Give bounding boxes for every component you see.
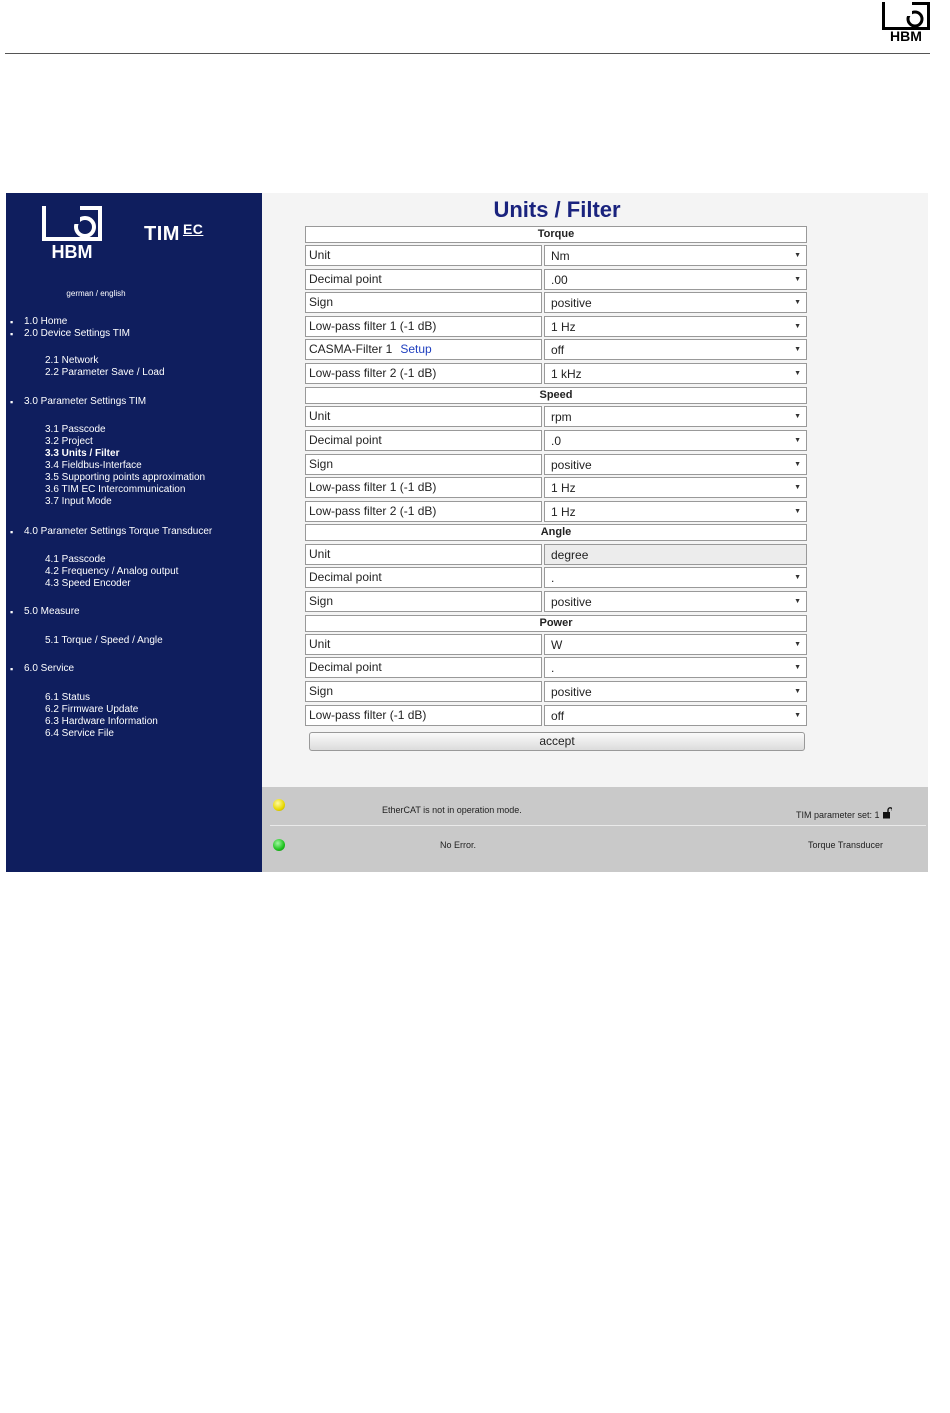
nav-supporting-points[interactable]: 3.5 Supporting points approximation (45, 472, 206, 483)
status-led-green-icon (273, 839, 285, 851)
nav-project[interactable]: 3.2 Project (45, 436, 93, 447)
chevron-down-icon: ▼ (794, 370, 801, 377)
section-header-power: Power (305, 615, 807, 632)
power-sign-select[interactable]: positive ▼ (544, 681, 807, 702)
torque-casma-label: CASMA-Filter 1 Setup (305, 339, 542, 360)
nav-device-settings[interactable]: ▪ 2.0 Device Settings TIM (10, 328, 130, 339)
nav-frequency-analog-output[interactable]: 4.2 Frequency / Analog output (45, 566, 179, 577)
nav-passcode[interactable]: 3.1 Passcode (45, 424, 106, 435)
chevron-down-icon: ▼ (794, 598, 801, 605)
section-header-angle: Angle (305, 524, 807, 541)
torque-sign-select[interactable]: positive ▼ (544, 292, 807, 313)
nav-units-filter[interactable]: 3.3 Units / Filter (45, 448, 120, 459)
power-decimal-point-label: Decimal point (305, 657, 542, 678)
chevron-down-icon: ▼ (794, 664, 801, 671)
torque-lowpass1-label: Low-pass filter 1 (-1 dB) (305, 316, 542, 337)
status-message-1: EtherCAT is not in operation mode. (382, 805, 522, 815)
nav-hardware-information[interactable]: 6.3 Hardware Information (45, 716, 158, 727)
angle-unit-value: degree (544, 544, 807, 565)
nav-home[interactable]: ▪ 1.0 Home (10, 316, 68, 327)
angle-unit-label: Unit (305, 544, 542, 565)
status-panel (262, 787, 928, 872)
chevron-down-icon: ▼ (794, 276, 801, 283)
power-lowpass-select[interactable]: off ▼ (544, 705, 807, 726)
speed-unit-label: Unit (305, 406, 542, 427)
hbm-logo-text: HBM (890, 28, 922, 42)
status-divider (270, 825, 926, 826)
chevron-down-icon: ▼ (794, 461, 801, 468)
app-name-suffix: EC (182, 221, 204, 237)
nav-input-mode[interactable]: 3.7 Input Mode (45, 496, 112, 507)
app-name-text: TIM (144, 223, 180, 245)
hbm-logo (882, 2, 930, 42)
chevron-down-icon: ▼ (794, 712, 801, 719)
speed-decimal-point-label: Decimal point (305, 430, 542, 451)
chevron-down-icon: ▼ (794, 299, 801, 306)
main-content (262, 193, 928, 872)
nav-parameter-save-load[interactable]: 2.2 Parameter Save / Load (45, 367, 165, 378)
chevron-down-icon: ▼ (794, 484, 801, 491)
power-unit-select[interactable]: W ▼ (544, 634, 807, 655)
parameter-set-indicator: TIM parameter set: 1 (796, 807, 892, 820)
chevron-down-icon: ▼ (794, 413, 801, 420)
speed-unit-select[interactable]: rpm ▼ (544, 406, 807, 427)
speed-sign-label: Sign (305, 454, 542, 475)
torque-casma-select[interactable]: off ▼ (544, 339, 807, 360)
nav-service-file[interactable]: 6.4 Service File (45, 728, 114, 739)
sidebar-logo-text: HBM (51, 242, 93, 260)
nav-speed-encoder[interactable]: 4.3 Speed Encoder (45, 578, 131, 589)
chevron-down-icon: ▼ (794, 574, 801, 581)
torque-decimal-point-label: Decimal point (305, 269, 542, 290)
chevron-down-icon: ▼ (794, 437, 801, 444)
speed-lowpass2-label: Low-pass filter 2 (-1 dB) (305, 501, 542, 522)
torque-lowpass2-label: Low-pass filter 2 (-1 dB) (305, 363, 542, 384)
power-sign-label: Sign (305, 681, 542, 702)
chevron-down-icon: ▼ (794, 323, 801, 330)
angle-decimal-point-select[interactable]: . ▼ (544, 567, 807, 588)
speed-sign-select[interactable]: positive ▼ (544, 454, 807, 475)
power-lowpass-label: Low-pass filter (-1 dB) (305, 705, 542, 726)
angle-sign-select[interactable]: positive ▼ (544, 591, 807, 612)
speed-lowpass2-select[interactable]: 1 Hz ▼ (544, 501, 807, 522)
header-rule (5, 53, 930, 54)
nav-status[interactable]: 6.1 Status (45, 692, 91, 703)
status-led-yellow-icon (273, 799, 285, 811)
lock-open-icon[interactable] (883, 807, 892, 819)
nav-parameter-settings-transducer[interactable]: ▪ 4.0 Parameter Settings Torque Transducer (10, 526, 213, 537)
tim-ec-screenshot (6, 193, 928, 872)
casma-setup-link[interactable]: Setup (400, 342, 432, 356)
torque-lowpass2-select[interactable]: 1 kHz ▼ (544, 363, 807, 384)
nav-service[interactable]: ▪ 6.0 Service (10, 663, 75, 674)
accept-button[interactable]: accept (309, 732, 805, 751)
chevron-down-icon: ▼ (794, 508, 801, 515)
nav-transducer-passcode[interactable]: 4.1 Passcode (45, 554, 106, 565)
nav-intercommunication[interactable]: 3.6 TIM EC Intercommunication (45, 484, 186, 495)
section-header-speed: Speed (305, 387, 807, 404)
section-header-torque: Torque (305, 226, 807, 243)
torque-sign-label: Sign (305, 292, 542, 313)
chevron-down-icon: ▼ (794, 641, 801, 648)
sidebar (6, 193, 262, 872)
speed-lowpass1-label: Low-pass filter 1 (-1 dB) (305, 477, 542, 498)
language-switch[interactable]: german / english (66, 289, 126, 298)
chevron-down-icon: ▼ (794, 346, 801, 353)
page-title: Units / Filter (493, 197, 621, 222)
nav-firmware-update[interactable]: 6.2 Firmware Update (45, 704, 139, 715)
angle-decimal-point-label: Decimal point (305, 567, 542, 588)
nav-network[interactable]: 2.1 Network (45, 355, 99, 366)
torque-lowpass1-select[interactable]: 1 Hz ▼ (544, 316, 807, 337)
power-decimal-point-select[interactable]: . ▼ (544, 657, 807, 678)
app-name (144, 221, 203, 246)
nav-measure[interactable]: ▪ 5.0 Measure (10, 606, 80, 617)
speed-decimal-point-select[interactable]: .0 ▼ (544, 430, 807, 451)
status-message-2: No Error. (440, 840, 477, 850)
power-unit-label: Unit (305, 634, 542, 655)
angle-sign-label: Sign (305, 591, 542, 612)
sidebar-hbm-logo (42, 206, 104, 260)
torque-unit-label: Unit (305, 245, 542, 266)
nav-fieldbus-interface[interactable]: 3.4 Fieldbus-Interface (45, 460, 142, 471)
torque-unit-select[interactable]: Nm ▼ (544, 245, 807, 266)
nav-parameter-settings-tim[interactable]: ▪ 3.0 Parameter Settings TIM (10, 396, 147, 407)
nav-torque-speed-angle[interactable]: 5.1 Torque / Speed / Angle (45, 635, 163, 646)
torque-decimal-point-select[interactable]: .00 ▼ (544, 269, 807, 290)
chevron-down-icon: ▼ (794, 252, 801, 259)
device-type-label: Torque Transducer (808, 840, 884, 850)
speed-lowpass1-select[interactable]: 1 Hz ▼ (544, 477, 807, 498)
chevron-down-icon: ▼ (794, 688, 801, 695)
